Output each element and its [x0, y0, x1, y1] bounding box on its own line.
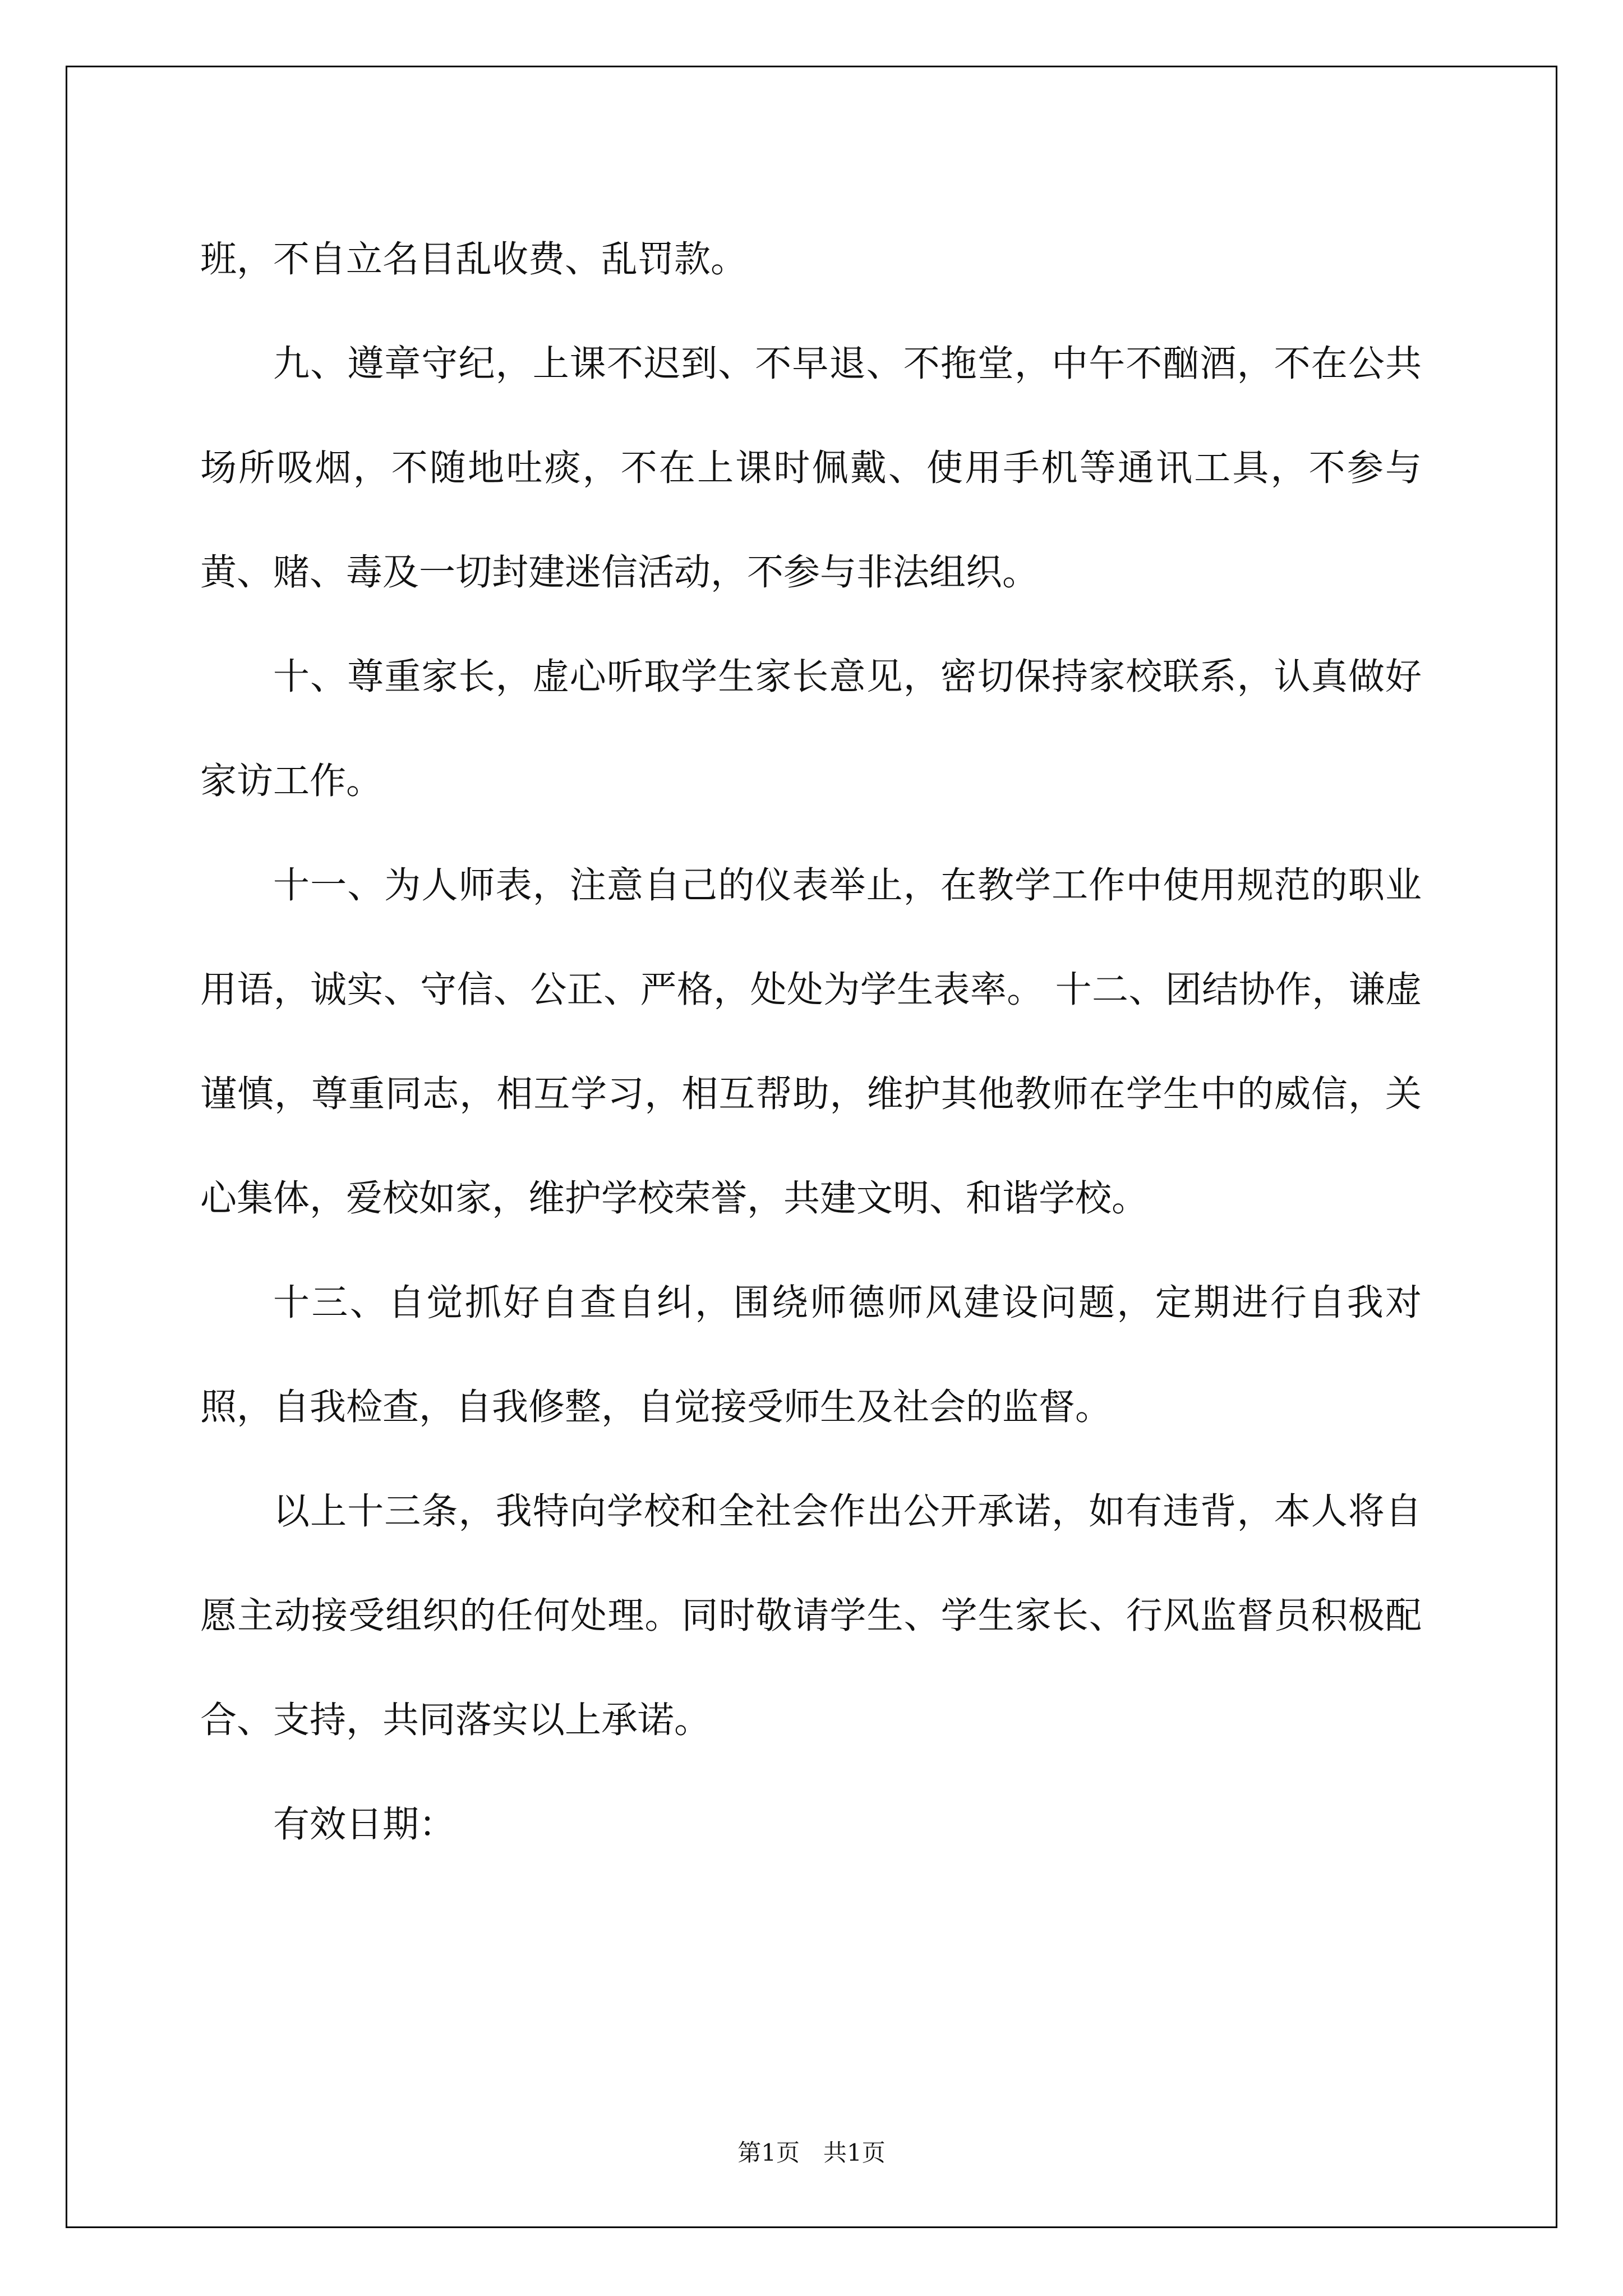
- paragraph-7: 有效日期：: [273, 1803, 456, 1846]
- paragraph-6: 以上十三条，我特向学校和全社会作出公开承诺，如有违背，本人将自愿主动接受组织的任何处理。同时敬请学生、学生家长、行风监督员积极配合、支持，共同落实以上承诺。: [200, 1490, 1422, 1741]
- paragraph-2: 九、遵章守纪，上课不迟到、不早退、不拖堂，中午不酗酒，不在公共场所吸烟，不随地吐痰，不在上课时佩戴、使用手机等通讯工具，不参与黄、赌、毒及一切封建迷信活动，不参与非法组织。: [200, 343, 1422, 593]
- document-body: [200, 208, 1422, 1877]
- paragraph-3: 十、尊重家长，虚心听取学生家长意见，密切保持家校联系，认真做好家访工作。: [200, 656, 1422, 802]
- paragraph-1: 班，不自立名目乱收费、乱罚款。: [200, 238, 748, 280]
- paragraph-4: 十一、为人师表，注意自己的仪表举止，在教学工作中使用规范的职业用语，诚实、守信、公正、严格，处处为学生表率。 十二、团结协作，谦虚谨慎，尊重同志，相互学习，相互帮助，维护其他教师在学生中的威信，关心集体，爱校如家，维护学校荣誉，共建文明、和谐学校。: [200, 864, 1422, 1220]
- paragraph-5: 十三、自觉抓好自查自纠，围绕师德师风建设问题，定期进行自我对照，自我检查，自我修整，自觉接受师生及社会的监督。: [200, 1282, 1422, 1428]
- page-footer: 第1页 共1页: [737, 2139, 886, 2166]
